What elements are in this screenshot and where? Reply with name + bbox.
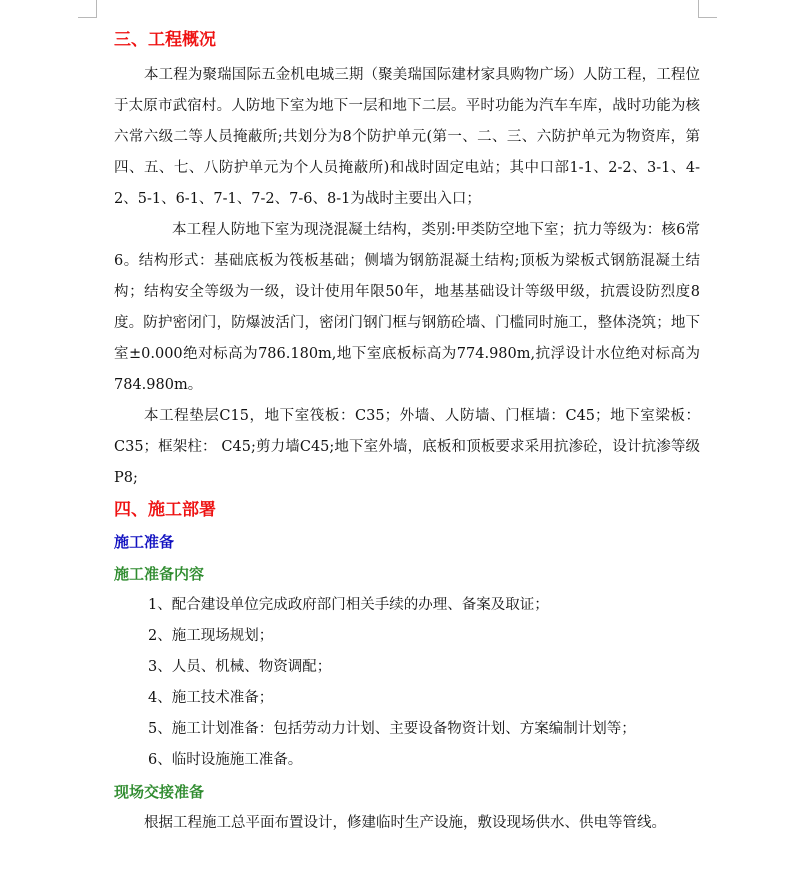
minor-heading-prep-content: 施工准备内容 — [114, 565, 205, 583]
list-item: 3、人员、机械、物资调配； — [148, 659, 332, 675]
list-item: 2、施工现场规划； — [148, 628, 274, 644]
list-item: 6、临时设施施工准备。 — [148, 752, 303, 768]
crop-mark-top-left-vertical — [96, 0, 97, 18]
list-item: 5、施工计划准备：包括劳动力计划、主要设备物资计划、方案编制计划等； — [148, 721, 636, 737]
minor-heading-site-handover: 现场交接准备 — [114, 783, 205, 801]
handover-paragraph: 根据工程施工总平面布置设计，修建临时生产设施，敷设现场供水、供电等管线。 — [144, 815, 666, 831]
overview-paragraph-1: 本工程为聚瑞国际五金机电城三期（聚美瑞国际建材家具购物广场）人防工程，工程位于太原市武宿村。人防地下室为地下一层和地下二层。平时功能为汽车车库，战时功能为核六常六级二等人员掩蔽所;共划分为8个防护单元(第一、二、三、六防护单元为物资库，第四、五、七、八防护单元为个人员掩蔽所)和战时固定电站；其中口部1-1、2-2、3-1、4-2、5-1、6-1、7-1、7-2、7-6、8-1为战时主要出入口； — [114, 67, 700, 207]
subheading-construction-prep: 施工准备 — [114, 533, 175, 551]
list-item: 1、配合建设单位完成政府部门相关手续的办理、备案及取证； — [148, 597, 549, 613]
section-heading-overview: 三、工程概况 — [114, 30, 216, 50]
prep-items-list — [114, 590, 700, 776]
list-item: 4、施工技术准备； — [148, 690, 274, 706]
crop-mark-top-right-vertical — [698, 0, 699, 18]
overview-paragraph-3: 本工程垫层C15，地下室筏板：C35；外墙、人防墙、门框墙：C45；地下室梁板：C35；框架柱： C45;剪力墙C45;地下室外墙，底板和顶板要求采用抗渗砼，设计抗渗等级P8; — [114, 408, 700, 486]
crop-mark-top-right-horizontal — [698, 17, 717, 18]
crop-mark-top-left-horizontal — [78, 17, 97, 18]
document-body — [114, 24, 700, 839]
overview-paragraph-2: 本工程人防地下室为现浇混凝土结构，类别:甲类防空地下室；抗力等级为：核6常6。结构形式：基础底板为筏板基础；侧墙为钢筋混凝土结构;顶板为梁板式钢筋混凝土结构；结构安全等级为一级，设计使用年限50年，地基基础设计等级甲级，抗震设防烈度8度。防护密闭门，防爆波活门，密闭门钢门框与钢筋砼墙、门槛同时施工，整体浇筑；地下室±0.000绝对标高为786.180m,地下室底板标高为774.980m,抗浮设计水位绝对标高为784.980m。 — [114, 222, 700, 393]
section-heading-deployment: 四、施工部署 — [114, 500, 216, 520]
